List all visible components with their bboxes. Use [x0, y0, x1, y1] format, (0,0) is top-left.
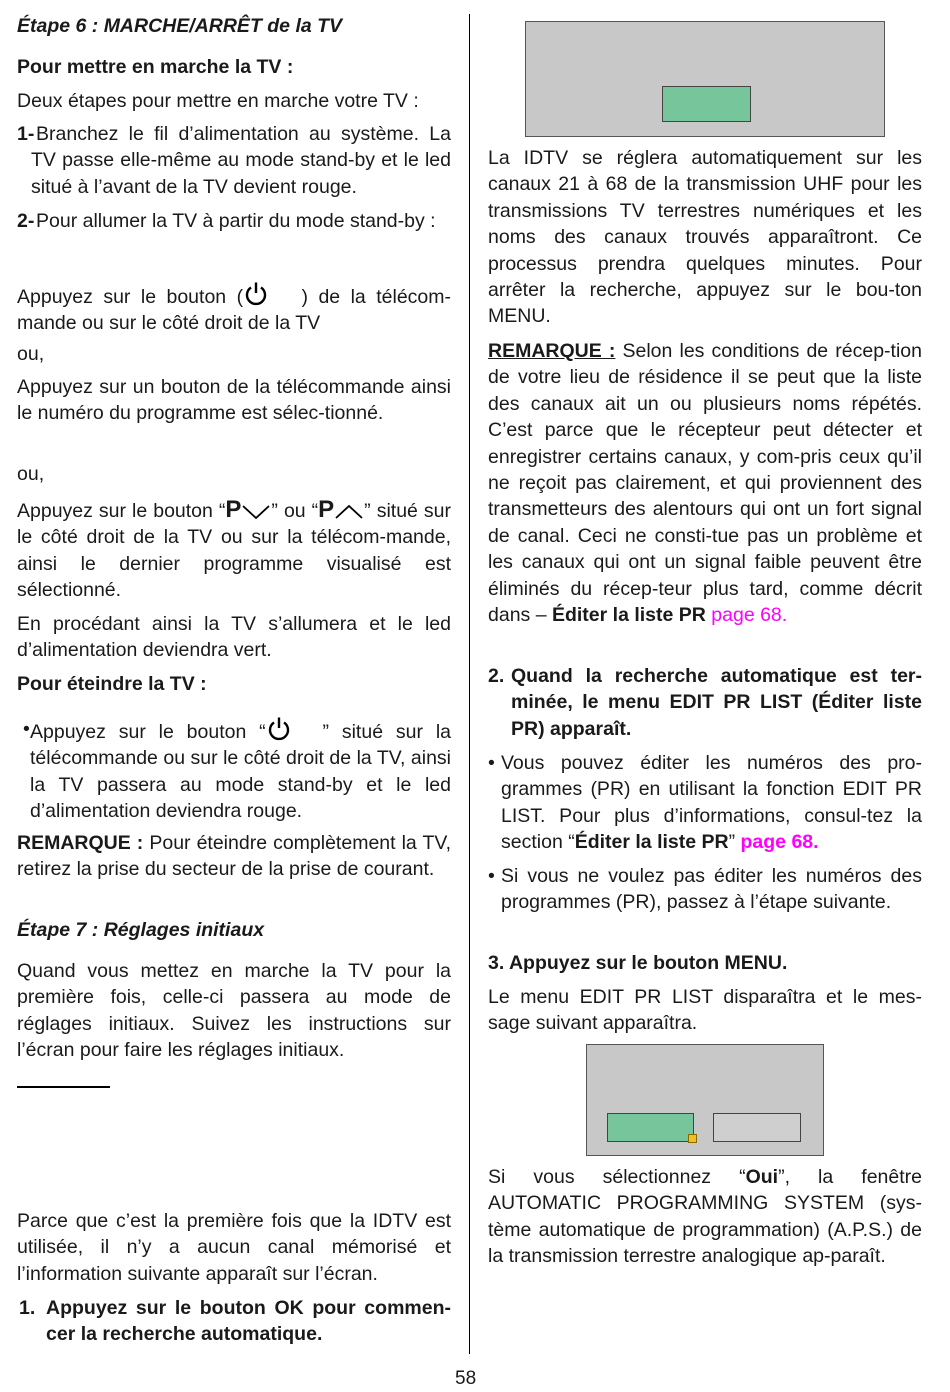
item-2-number: 2- — [17, 210, 35, 232]
bullet-skip: • Si vous ne voulez pas éditer les numéros des programmes (PR), passez à l’étape suivante. — [488, 865, 922, 914]
separator-rule — [17, 1086, 110, 1088]
led-green-text: En procédant ainsi la TV s’allumera et le led d’alimentation deviendra vert. — [17, 613, 451, 662]
press-p-text: Appuyez sur le bouton “P ” ou “P ” situé sur le côté droit de la TV ou sur la télécom-mande, ainsi le dernier programme visualisé est sélectionné. — [17, 496, 451, 602]
chevron-down-icon — [241, 503, 271, 521]
bullet-edit-pr: • Vous pouvez éditer les numéros des pro-grammes (PR) en utilisant la fonction EDIT PR LIST. Pour plus d’informations, consul-tez la section “Éditer la liste PR” page 68. — [488, 752, 922, 854]
bullet-dot: • — [23, 718, 30, 740]
power-icon — [266, 716, 292, 742]
item-2 — [17, 208, 451, 234]
yes-button-graphic — [607, 1113, 694, 1142]
if-yes-text: Si vous sélectionnez “Oui”, la fenêtre AUTOMATIC PROGRAMMING SYSTEM (sys-tème automatique de programmation) (A.P.S.) de la transmission terrestre analogique ap-paraît. — [488, 1166, 922, 1268]
step6-title: Étape 6 : MARCHE/ARRÊT de la TV — [17, 15, 343, 37]
item-1 — [17, 121, 451, 200]
two-steps-text: Deux étapes pour mettre en marche votre TV : — [17, 90, 419, 112]
chevron-up-icon — [334, 503, 364, 521]
page-68-link-2[interactable]: page 68. — [740, 831, 819, 854]
press-number-text: Appuyez sur un bouton de la télécommande ainsi le numéro du programme est sélec-tionné. — [17, 376, 451, 425]
or-text-1: ou, — [17, 343, 45, 365]
note-power-off: REMARQUE : Pour éteindre complètement la TV, retirez la prise du secteur de la prise de courant. — [17, 832, 452, 881]
message-screen-image — [586, 1044, 824, 1156]
power-on-heading: Pour mettre en marche la TV : — [17, 56, 294, 78]
initial-settings-text: Quand vous mettez en marche la TV pour la première fois, celle-ci passera au mode de réglages initiaux. Suivez les instructions sur l’écran pour faire les réglages initiaux. — [17, 960, 451, 1062]
power-off-heading: Pour éteindre la TV : — [17, 673, 207, 695]
page-number: 58 — [455, 1368, 477, 1389]
power-off-bullet: • Appuyez sur le bouton “ ” situé sur la télécommande ou sur le côté droit de la TV, ainsi la TV passera au mode stand-by et le led d’alimentation deviendra rouge. — [23, 718, 451, 823]
p-letter-up: P — [318, 496, 335, 523]
power-icon — [243, 281, 269, 307]
step3-instruction: 3. Appuyez sur le bouton MENU. — [488, 952, 788, 974]
auto-tune-text: La IDTV se réglera automatiquement sur les canaux 21 à 68 de la transmission UHF pour les transmissions TV terrestres numériques et les noms des canaux trouvés apparaîtront. Ce processus prendra quelques minutes. Pour arrêter la recherche, appuyez sur le bou-ton MENU. — [488, 147, 922, 328]
menu-gone-text: Le menu EDIT PR LIST disparaîtra et le mes-sage suivant apparaîtra. — [488, 986, 922, 1035]
cursor-marker-icon — [688, 1134, 697, 1143]
item-1-number: 1- — [17, 123, 35, 145]
search-screen-image — [525, 21, 885, 137]
page-68-link[interactable]: page 68 — [711, 604, 782, 627]
item-1-text: Branchez le fil d’alimentation au système. La TV passe elle-même au mode stand-by et le led situé à l’avant de la TV devient rouge. — [31, 123, 451, 198]
p-letter-down: P — [225, 496, 242, 523]
no-button-graphic — [713, 1113, 801, 1142]
first-use-text: Parce que c’est la première fois que la IDTV est utilisée, il n’y a aucun canal mémorisé et l’information suivante apparaît sur l’écran. — [17, 1210, 451, 1285]
press-power-text: Appuyez sur le bouton ( ) de la télécom-mande ou sur le côté droit de la TV — [17, 281, 451, 337]
ok-button-graphic — [662, 86, 751, 122]
step1-instruction: 1. Appuyez sur le bouton OK pour commen-cer la recherche automatique. — [19, 1297, 451, 1346]
note-channels: REMARQUE : Selon les conditions de récep-tion de votre lieu de résidence il se peut que la liste des canaux ait un ou plusieurs noms répétés. C’est parce que le récepteur peut détecter et enregistrer certains canaux, y com-pris ceux qu’il ne reçoit pas clairement, et qui proviennent des transmetteurs des alentours qui ont un fort signal de canal. Ceci ne consti-tue pas un problème et les canaux qui ont un signal faible peuvent être éliminés du récep-teur plus tard, comme décrit dans – Éditer la liste PR page 68. — [488, 340, 922, 627]
step2-instruction: 2. Quand la recherche automatique est ter-minée, le menu EDIT PR LIST (Éditer liste PR) apparaît. — [488, 665, 922, 740]
or-text-2: ou, — [17, 463, 45, 485]
step7-title: Étape 7 : Réglages initiaux — [17, 919, 265, 941]
item-2-text: Pour allumer la TV à partir du mode stand-by : — [36, 210, 436, 232]
column-divider — [469, 14, 470, 1354]
